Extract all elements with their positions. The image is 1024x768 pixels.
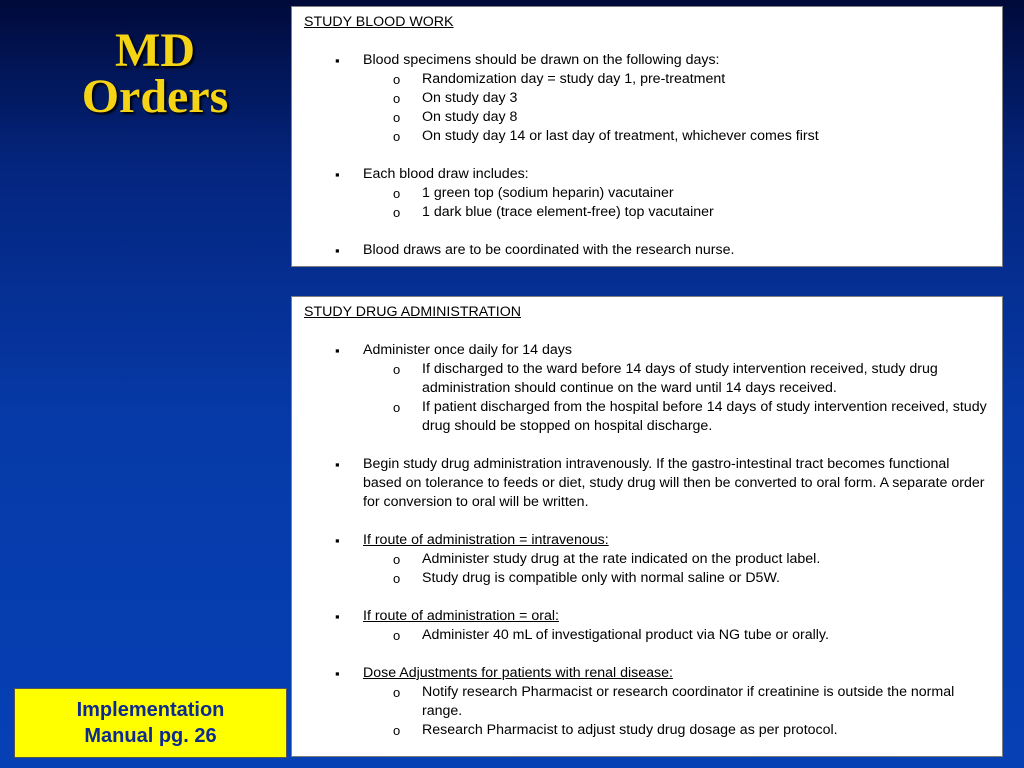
sub-item: o 1 green top (sodium heparin) vacutainer [304,184,990,203]
bullet-text: If route of administration = oral: [363,608,559,624]
bullet-text: Dose Adjustments for patients with renal disease: [363,665,673,681]
bullet-text: Blood specimens should be drawn on the following days: [363,52,720,68]
bullet-text: Administer once daily for 14 days [363,342,572,358]
sub-item: o On study day 8 [304,108,990,127]
bullet-text: Blood draws are to be coordinated with the research nurse. [363,242,735,258]
badge-line2: Manual pg. 26 [84,725,217,747]
list-item [304,531,990,588]
drug-admin-box [291,296,1003,757]
list-item [304,51,990,146]
sub-item: o Administer study drug at the rate indicated on the product label. [304,550,990,569]
list-item [304,341,990,436]
blood-work-box [291,6,1003,267]
badge-line1: Implementation [76,699,225,721]
list-item [304,241,990,260]
slide-title-line2: Orders [81,70,229,123]
sub-item: o Study drug is compatible only with normal saline or D5W. [304,569,990,588]
list-item [304,165,990,222]
sub-item: o Research Pharmacist to adjust study drug dosage as per protocol. [304,721,990,740]
blood-work-list [304,51,990,146]
sub-item: o 1 dark blue (trace element-free) top vacutainer [304,203,990,222]
list-item [304,607,990,645]
sub-item: o Administer 40 mL of investigational product via NG tube or orally. [304,626,990,645]
manual-reference-badge [14,688,287,758]
drug-admin-title: STUDY DRUG ADMINISTRATION [304,304,522,320]
sub-item: o Notify research Pharmacist or research coordinator if creatinine is outside the normal range. [304,683,990,721]
list-item [304,455,990,512]
sub-item: o If patient discharged from the hospital before 14 days of study intervention received, study drug should be stopped on hospital discharge. [304,398,990,436]
bullet-text: If route of administration = intravenous: [363,532,609,548]
sub-item: o On study day 3 [304,89,990,108]
sub-item: o Randomization day = study day 1, pre-treatment [304,70,990,89]
bullet-text: Each blood draw includes: [363,166,529,182]
sub-item: o If discharged to the ward before 14 days of study intervention received, study drug administration should continue on the ward until 14 days received. [304,360,990,398]
list-item [304,664,990,740]
slide-title [40,24,270,123]
bullet-text: Begin study drug administration intravenously. If the gastro-intestinal tract becomes functional based on tolerance to feeds or diet, study drug will then be converted to oral form. A separate order for conversion to oral will be written. [363,456,985,510]
blood-work-title: STUDY BLOOD WORK [304,14,454,30]
slide-title-line1: MD [115,24,195,77]
sub-item: o On study day 14 or last day of treatment, whichever comes first [304,127,990,146]
